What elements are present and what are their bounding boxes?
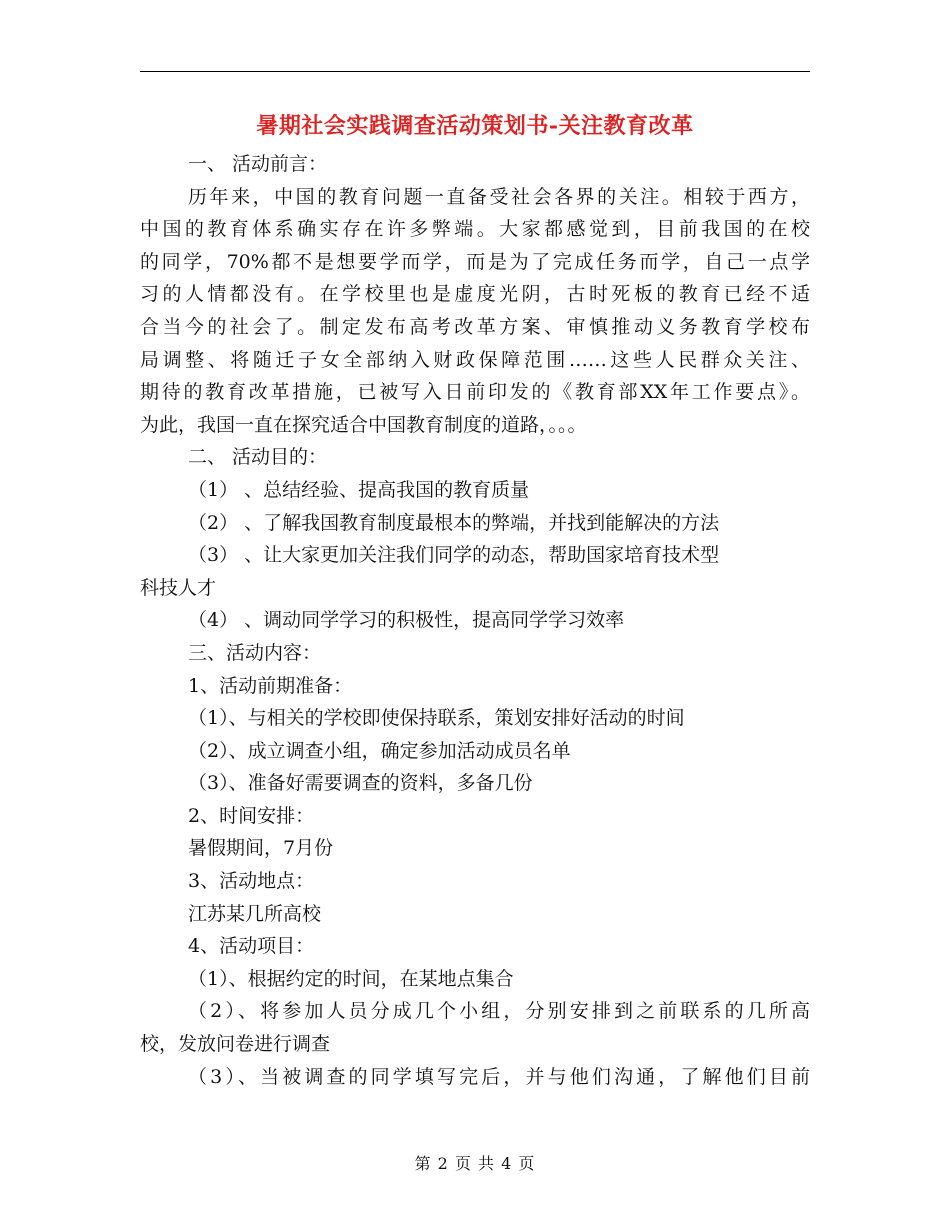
header-rule [140,71,810,72]
body-line: 的同学，70%都不是想要学而学，而是为了完成任务而学，自己一点学 [140,250,810,273]
body-line: （3）、准备好需要调查的资料，多备几份 [188,772,533,795]
body-line: （2）、成立调查小组，确定参加活动成员名单 [188,739,571,762]
body-line: 合当今的社会了。制定发布高考改革方案、审慎推动义务教育学校布 [140,315,810,338]
page-number: 第 2 页 共 4 页 [414,1154,536,1173]
document-title: 暑期社会实践调查活动策划书-关注教育改革 [256,113,694,139]
body-line: （4） 、调动同学学习的积极性，提高同学学习效率 [188,609,625,632]
body-line: （3） 、让大家更加关注我们同学的动态，帮助国家培育技术型 [188,544,720,567]
body-line: 校，发放问卷进行调查 [140,1033,331,1056]
body-line: （2） 、了解我国教育制度最根本的弊端，并找到能解决的方法 [188,511,720,534]
body-line: 习的人情都没有。在学校里也是虚度光阴，古时死板的教育已经不适 [140,283,810,306]
body-line: （2）、将参加人员分成几个小组，分别安排到之前联系的几所高 [188,1000,810,1023]
body-line: 一、 活动前言： [188,153,328,175]
body-line: （1）、与相关的学校即使保持联系，策划安排好活动的时间 [188,707,685,730]
body-line: 局调整、将随迁子女全部纳入财政保障范围……这些人民群众关注、 [140,348,810,371]
body-line: 中国的教育体系确实存在许多弊端。大家都感觉到，目前我国的在校 [140,218,810,241]
body-line: 历年来，中国的教育问题一直备受社会各界的关注。相较于西方， [188,185,810,208]
body-line: 期待的教育改革措施，已被写入日前印发的《教育部XX年工作要点》。 [140,381,810,404]
body-line: （1） 、总结经验、提高我国的教育质量 [188,478,530,501]
body-line: 江苏某几所高校 [188,902,322,925]
body-line: 三、活动内容： [188,641,322,664]
body-line: 4、活动项目： [188,935,315,958]
body-line: 2、时间安排： [188,804,315,827]
body-line: 二、 活动目的： [188,446,328,469]
body-line: 暑假期间，7月份 [188,837,334,860]
document-body [140,148,810,1093]
body-line: （1）、根据约定的时间，在某地点集合 [188,967,514,990]
body-line: 科技人才 [140,576,217,599]
body-line: 为此，我国一直在探究适合中国教育制度的道路，。。。 [140,413,587,436]
body-line: （3）、当被调查的同学填写完后，并与他们沟通，了解他们目前 [188,1065,810,1088]
body-line: 3、活动地点： [188,870,315,893]
body-line: 1、活动前期准备： [188,674,353,697]
